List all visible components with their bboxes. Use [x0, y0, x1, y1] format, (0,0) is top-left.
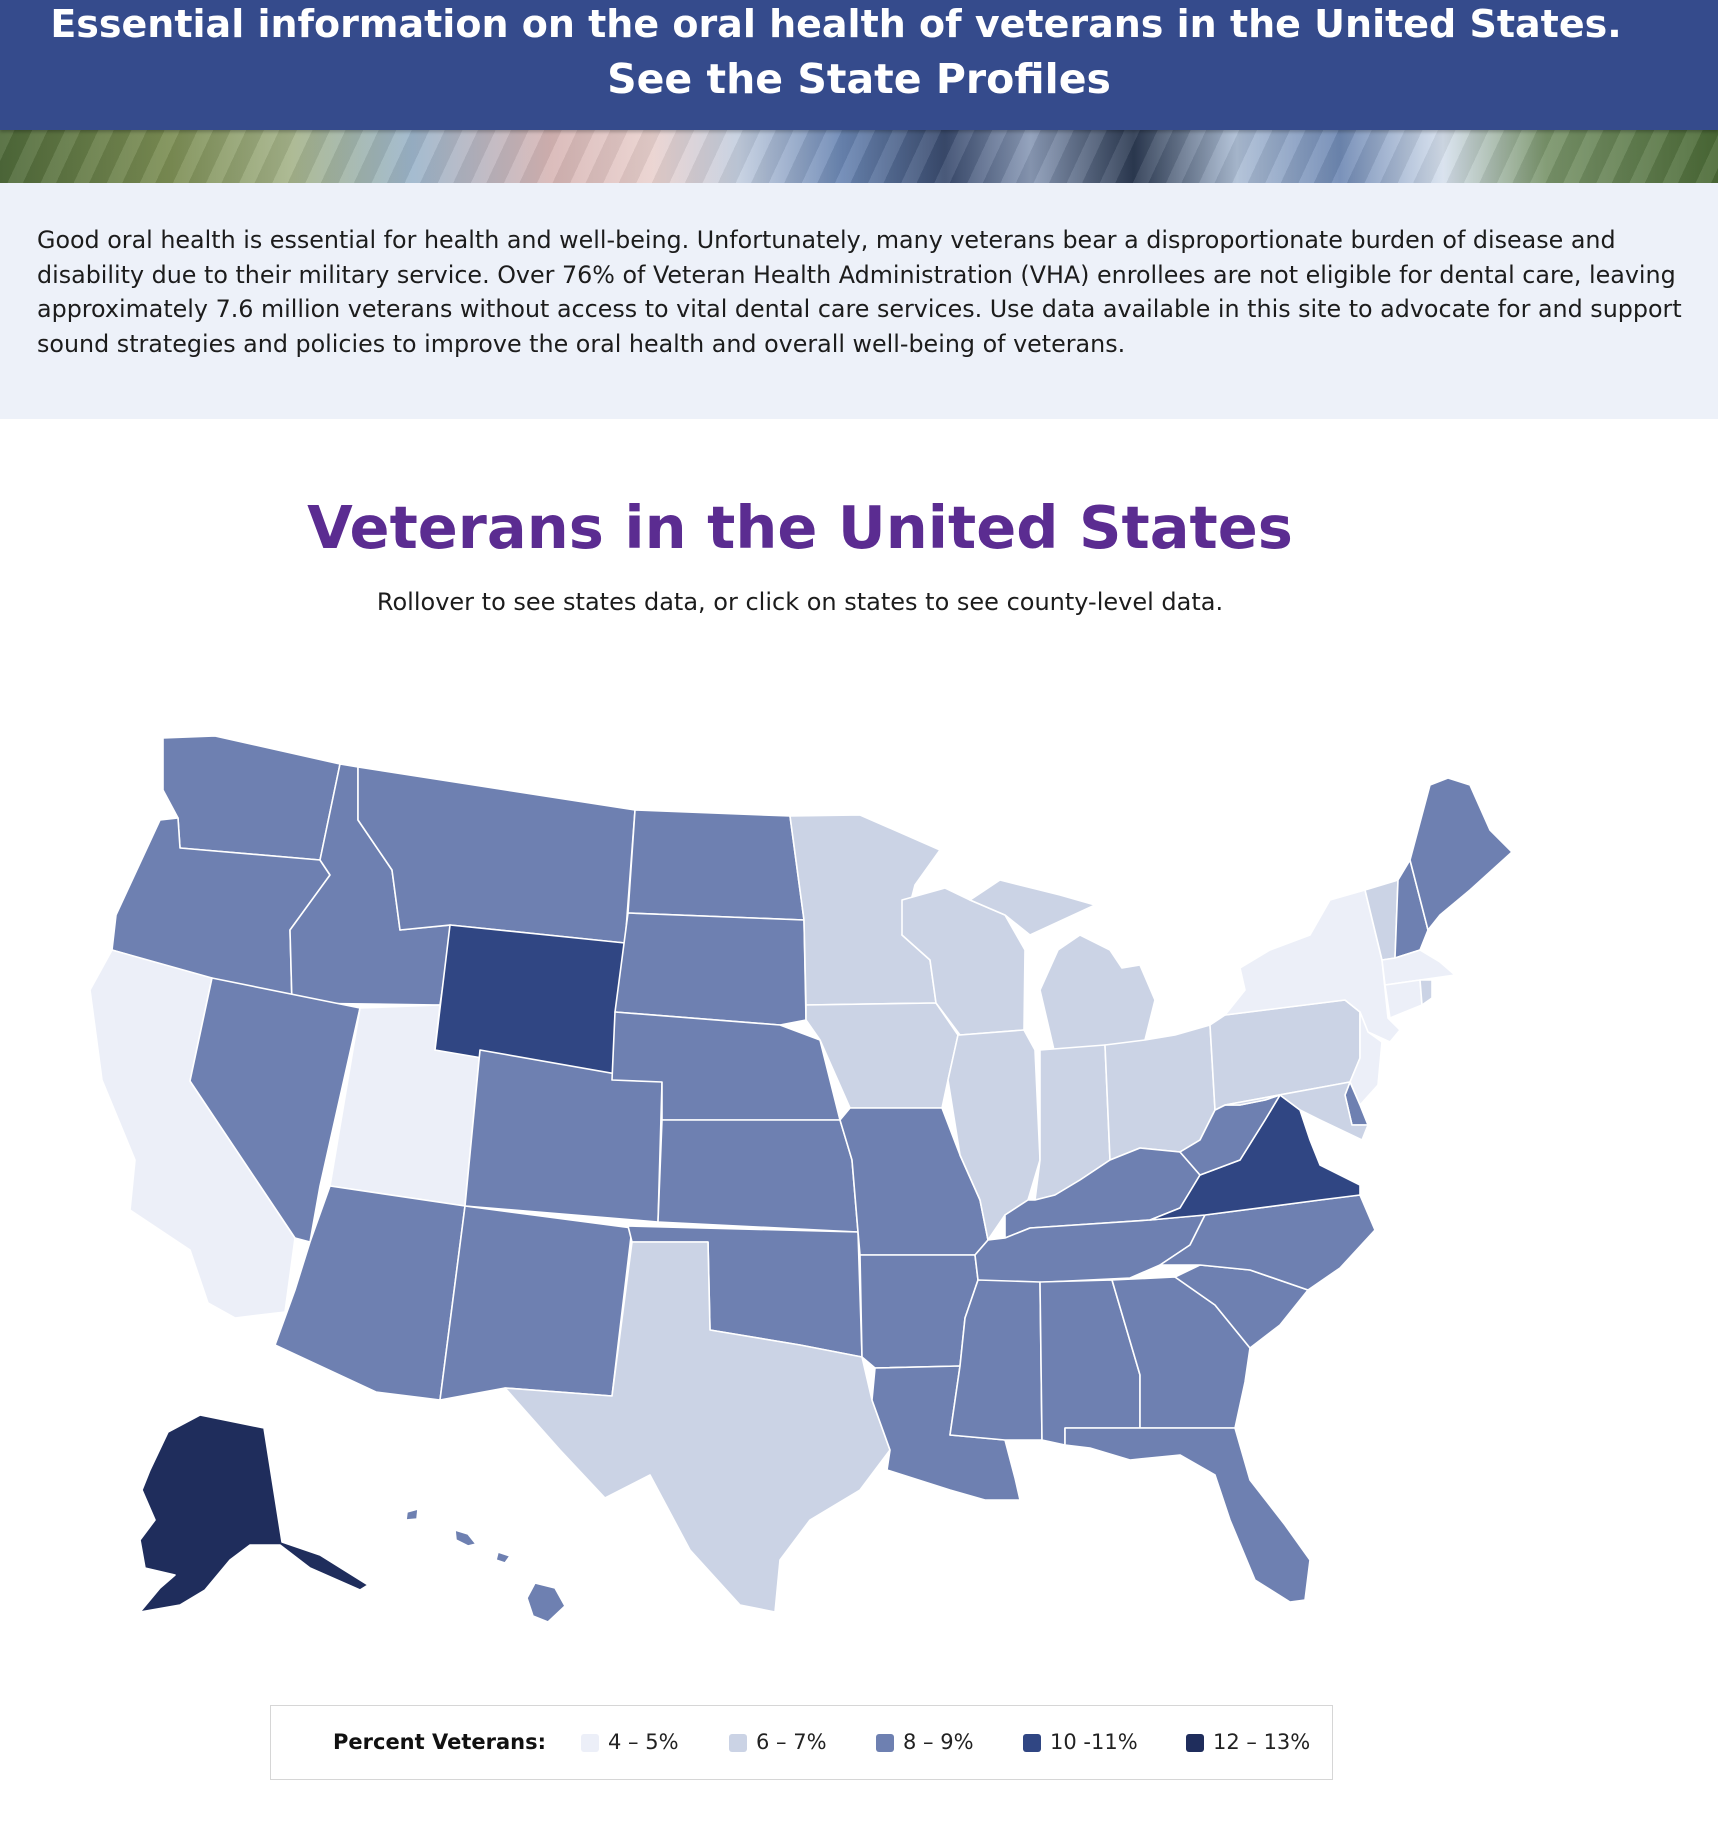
state-FL[interactable]: [1065, 1428, 1310, 1602]
legend-swatch: [581, 1734, 599, 1752]
hero-band: [0, 0, 1718, 130]
legend-swatch: [1186, 1734, 1204, 1752]
state-ND[interactable]: [628, 810, 804, 920]
state-SD[interactable]: [615, 913, 806, 1025]
map-title: Veterans in the United States: [307, 493, 1293, 562]
state-OH[interactable]: [1105, 1025, 1215, 1160]
legend-label: 4 – 5%: [608, 1730, 679, 1754]
state-NM[interactable]: [440, 1206, 632, 1400]
state-WA[interactable]: [163, 736, 340, 860]
hero-photo: [0, 128, 1718, 183]
state-AR[interactable]: [860, 1255, 978, 1368]
map-legend: [270, 1705, 1333, 1780]
state-MT[interactable]: [358, 767, 635, 943]
state-AK[interactable]: [140, 1415, 368, 1612]
us-veterans-map: [0, 700, 1718, 1660]
state-KS[interactable]: [658, 1120, 858, 1232]
state-profiles-link[interactable]: See the State Profiles: [607, 55, 1111, 103]
legend-title: Percent Veterans:: [333, 1730, 546, 1754]
map-subtitle: Rollover to see states data, or click on states to see county-level data.: [376, 588, 1224, 616]
legend-label: 12 – 13%: [1213, 1730, 1311, 1754]
legend-label: 6 – 7%: [756, 1730, 827, 1754]
intro-section: [0, 183, 1718, 419]
state-CT[interactable]: [1385, 980, 1422, 1018]
legend-label: 10 -11%: [1050, 1730, 1138, 1754]
legend-label: 8 – 9%: [903, 1730, 974, 1754]
legend-swatch: [729, 1734, 747, 1752]
state-ME[interactable]: [1410, 778, 1512, 930]
hero-tagline: Essential information on the oral health of veterans in the United States.: [50, 2, 1622, 46]
intro-text: Good oral health is essential for health and well-being. Unfortunately, many veterans bear a disproportionate burden of disease and disability due to their military service. Over 76% of Veteran Health Administration (VHA) enrollees are not eligible for dental care, leaving approximately 7.6 million veterans without access to vital dental care services. Use data available in this site to advocate for and support sound strategies and policies to improve the oral health and overall well-being of veterans.: [37, 226, 1682, 358]
legend-swatch: [1023, 1734, 1041, 1752]
state-HI[interactable]: [406, 1509, 565, 1622]
state-RI[interactable]: [1420, 980, 1432, 1005]
legend-swatch: [876, 1734, 894, 1752]
hero-banner: [0, 0, 1718, 183]
